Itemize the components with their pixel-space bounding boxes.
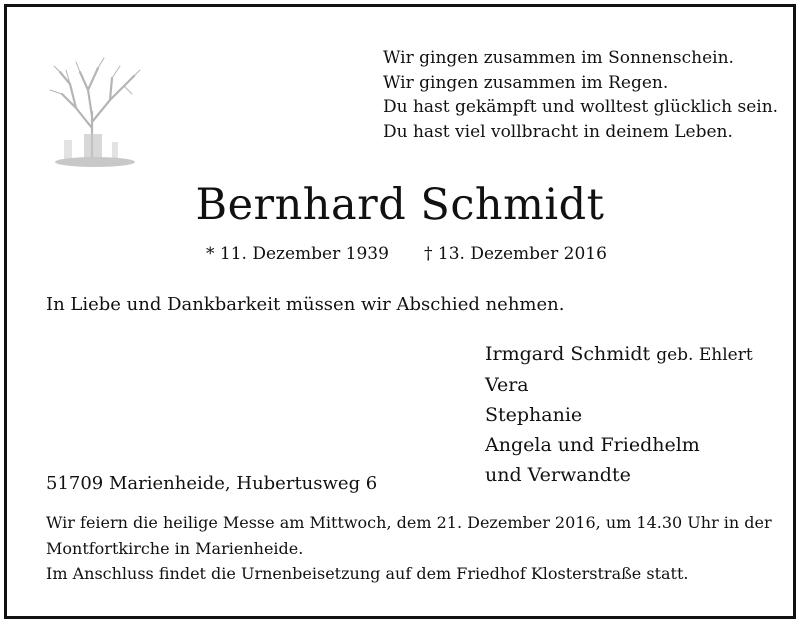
poem-line: Wir gingen zusammen im Regen. [383,72,669,93]
tree-icon [40,50,145,170]
address: 51709 Marienheide, Hubertusweg 6 [46,473,378,494]
service-info [46,510,772,587]
poem-line: Du hast gekämpft und wolltest glücklich sein. [383,97,779,117]
mourner: Vera [485,374,529,396]
service-line: Wir feiern die heilige Messe am Mittwoch, dem 21. Dezember 2016, um 14.30 Uhr in der [46,513,772,532]
maiden-name: geb. Ehlert [656,345,753,365]
poem-line: Du hast viel vollbracht in deinem Leben. [383,121,733,142]
birth-date: * 11. Dezember 1939 [206,244,389,264]
mourners-list [485,339,753,490]
poem [383,46,778,144]
service-line: Montfortkirche in Marienheide. [46,538,304,558]
mourner [485,339,753,370]
deceased-name: Bernhard Schmidt [195,180,605,230]
mourner: und Verwandte [485,464,631,486]
death-date: † 13. Dezember 2016 [424,244,607,264]
service-line: Im Anschluss findet die Urnenbeisetzung auf dem Friedhof Klosterstraße statt. [46,564,689,583]
farewell-line: In Liebe und Dankbarkeit müssen wir Abschied nehmen. [46,294,565,315]
mourner: Stephanie [485,404,583,426]
poem-line: Wir gingen zusammen im Sonnenschein. [383,48,734,68]
mourner-name: Irmgard Schmidt [485,343,651,365]
mourner: Angela und Friedhelm [485,434,700,456]
